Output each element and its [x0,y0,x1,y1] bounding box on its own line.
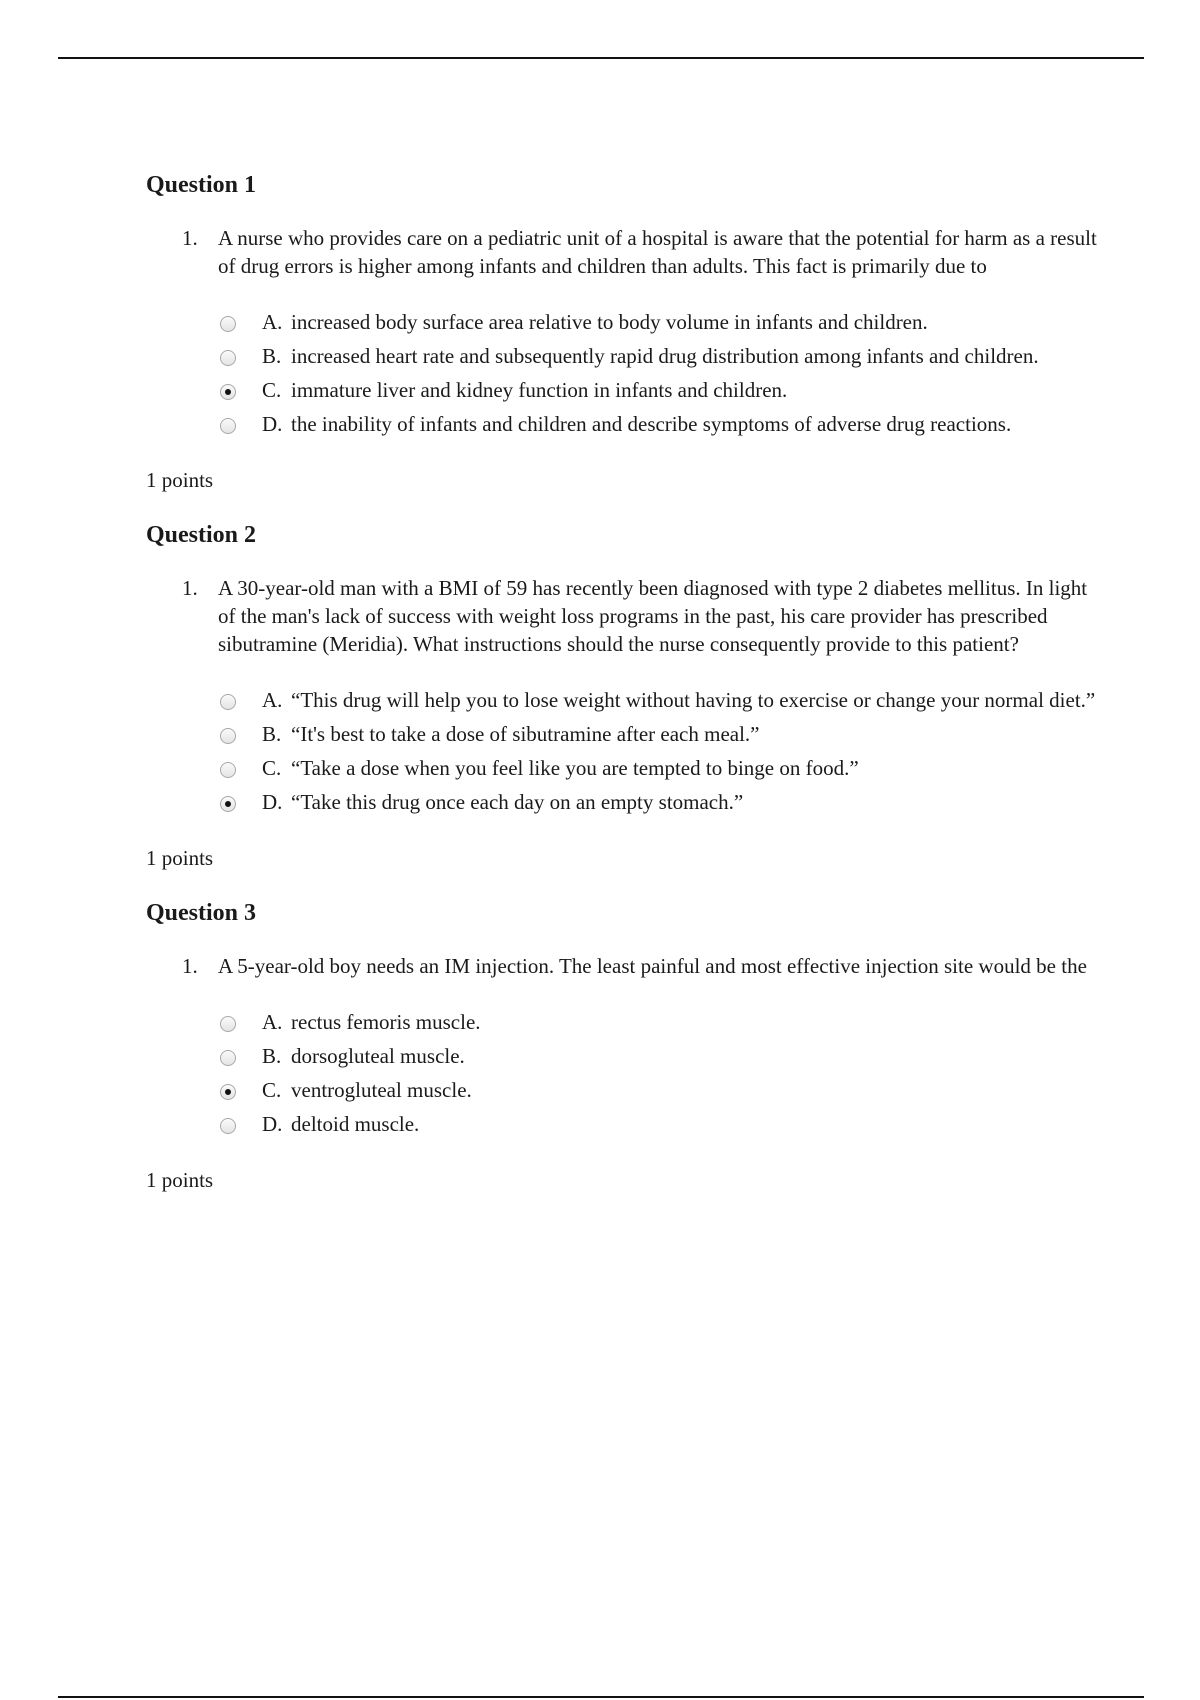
option-text: dorsogluteal muscle. [291,1044,465,1068]
answer-option-c[interactable] [218,376,1106,404]
question-1 [146,170,1106,494]
answer-option-b[interactable] [218,720,1106,748]
question-text: A 5-year-old boy needs an IM injection. The least painful and most effective injection site would be the [218,954,1087,978]
question-title: Question 1 [146,172,257,198]
option-text: “This drug will help you to lose weight without having to exercise or change your normal diet.” [291,688,1096,712]
radio-button-c[interactable] [220,1084,236,1100]
question-2 [146,520,1106,872]
radio-button-d[interactable] [220,796,236,812]
answer-option-c[interactable] [218,1076,1106,1104]
option-letter: C. [262,378,282,402]
answer-option-a[interactable] [218,1008,1106,1036]
question-points: 1 points [146,468,214,492]
answer-option-d[interactable] [218,410,1106,438]
option-text: increased body surface area relative to body volume in infants and children. [291,310,928,334]
question-title: Question 2 [146,522,257,548]
answer-option-a[interactable] [218,308,1106,336]
question-points: 1 points [146,1168,214,1192]
answer-option-d[interactable] [218,1110,1106,1138]
radio-button-b[interactable] [220,1050,236,1066]
option-letter: B. [262,1044,282,1068]
answer-option-c[interactable] [218,754,1106,782]
option-text: the inability of infants and children and describe symptoms of adverse drug reactions. [291,412,1012,436]
option-letter: A. [262,688,283,712]
question-text: A nurse who provides care on a pediatric unit of a hospital is aware that the potential for harm as a result of drug errors is higher among infants and children than adults. This fact is primarily due to [218,226,1097,278]
option-text: “Take a dose when you feel like you are tempted to binge on food.” [291,756,859,780]
bottom-rule [58,1696,1144,1698]
option-text: rectus femoris muscle. [291,1010,481,1034]
answer-options [218,686,1106,816]
top-rule [58,57,1144,59]
answer-option-a[interactable] [218,686,1106,714]
answer-options [218,308,1106,438]
question-text: A 30-year-old man with a BMI of 59 has recently been diagnosed with type 2 diabetes mellitus. In light of the man's lack of success with weight loss programs in the past, his care provider has prescribed sibutramine (Meridia). What instructions should the nurse consequently provide to this patient? [218,576,1088,656]
option-letter: A. [262,1010,283,1034]
option-letter: D. [262,1112,283,1136]
question-number: 1. [182,954,198,978]
question-prompt [146,952,1106,1138]
quiz-content [146,170,1106,1194]
option-letter: A. [262,310,283,334]
radio-button-d[interactable] [220,418,236,434]
question-title: Question 3 [146,900,257,926]
option-text: “It's best to take a dose of sibutramine after each meal.” [291,722,760,746]
option-letter: C. [262,756,282,780]
radio-button-c[interactable] [220,762,236,778]
radio-button-a[interactable] [220,694,236,710]
option-letter: C. [262,1078,282,1102]
radio-button-c[interactable] [220,384,236,400]
question-number: 1. [182,576,198,600]
option-text: ventrogluteal muscle. [291,1078,472,1102]
radio-button-d[interactable] [220,1118,236,1134]
answer-options [218,1008,1106,1138]
question-prompt [146,574,1106,816]
question-number: 1. [182,226,198,250]
option-text: “Take this drug once each day on an empty stomach.” [291,790,744,814]
answer-option-d[interactable] [218,788,1106,816]
answer-option-b[interactable] [218,342,1106,370]
option-letter: D. [262,412,283,436]
radio-button-b[interactable] [220,350,236,366]
option-text: immature liver and kidney function in infants and children. [291,378,788,402]
option-letter: B. [262,344,282,368]
question-3 [146,898,1106,1194]
option-text: increased heart rate and subsequently rapid drug distribution among infants and children. [291,344,1039,368]
radio-button-b[interactable] [220,728,236,744]
option-text: deltoid muscle. [291,1112,420,1136]
question-prompt [146,224,1106,438]
radio-button-a[interactable] [220,316,236,332]
radio-button-a[interactable] [220,1016,236,1032]
option-letter: D. [262,790,283,814]
answer-option-b[interactable] [218,1042,1106,1070]
question-points: 1 points [146,846,214,870]
option-letter: B. [262,722,282,746]
